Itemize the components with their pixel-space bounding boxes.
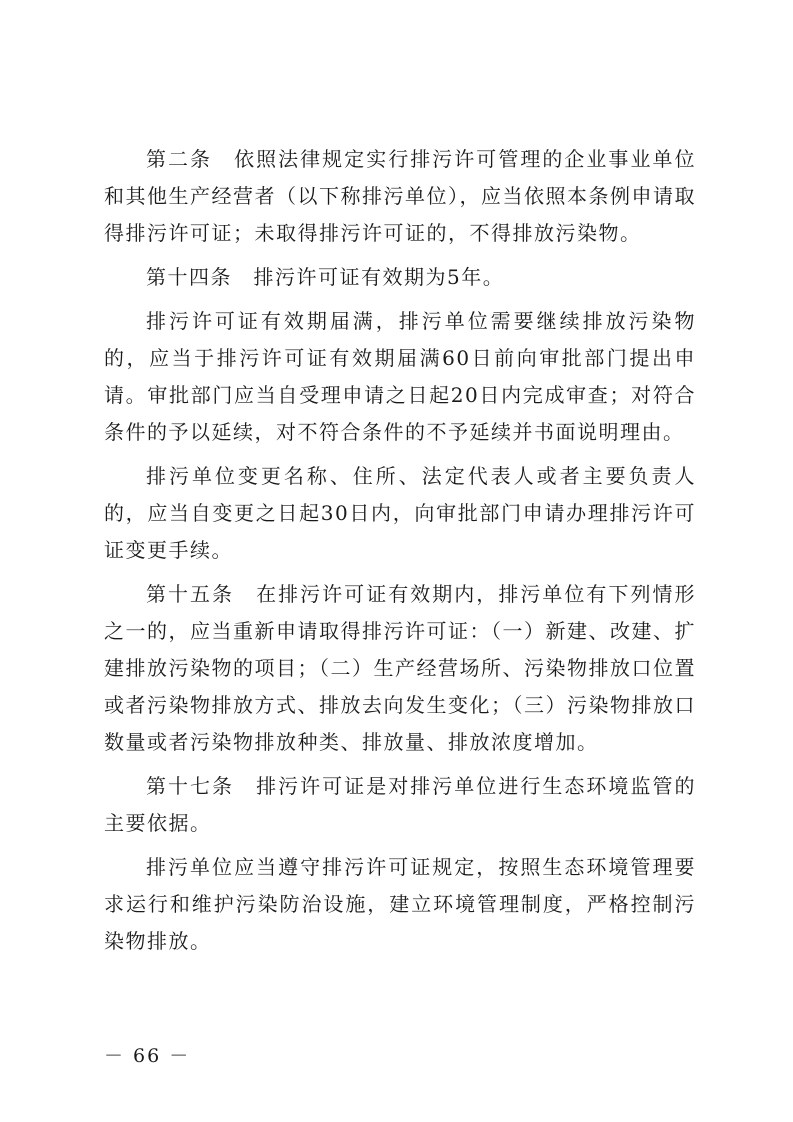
paragraph-unit-change: 排污单位变更名称、住所、法定代表人或者主要负责人的，应当自变更之日起30日内，向审批部门申请办理排污许可证变更手续。 [104, 464, 696, 562]
paragraph-article-14: 第十四条 排污许可证有效期为5年。 [146, 265, 505, 289]
paragraph-permit-expiry: 排污许可证有效期届满，排污单位需要继续排放污染物的，应当于排污许可证有效期届满60日前向审批部门提出申请。审批部门应当自受理申请之日起20日内完成审查；对符合条件的予以延续，对不符合条件的不予延续并书面说明理由。 [104, 309, 696, 444]
page-number: － 66 － [104, 1045, 191, 1067]
document-body [104, 141, 696, 967]
paragraph-article-2: 第二条 依照法律规定实行排污许可管理的企业事业单位和其他生产经营者（以下称排污单位），应当依照本条例申请取得排污许可证；未取得排污许可证的，不得排放污染物。 [104, 147, 696, 245]
paragraph-article-17: 第十七条 排污许可证是对排污单位进行生态环境监管的主要依据。 [104, 774, 696, 835]
paragraph-compliance: 排污单位应当遵守排污许可证规定，按照生态环境管理要求运行和维护污染防治设施，建立环境管理制度，严格控制污染物排放。 [104, 855, 696, 953]
paragraph-article-15: 第十五条 在排污许可证有效期内，排污单位有下列情形之一的，应当重新申请取得排污许可证：（一）新建、改建、扩建排放污染物的项目；（二）生产经营场所、污染物排放口位置或者污染物排放方式、排放去向发生变化；（三）污染物排放口数量或者污染物排放种类、排放量、排放浓度增加。 [104, 582, 696, 754]
